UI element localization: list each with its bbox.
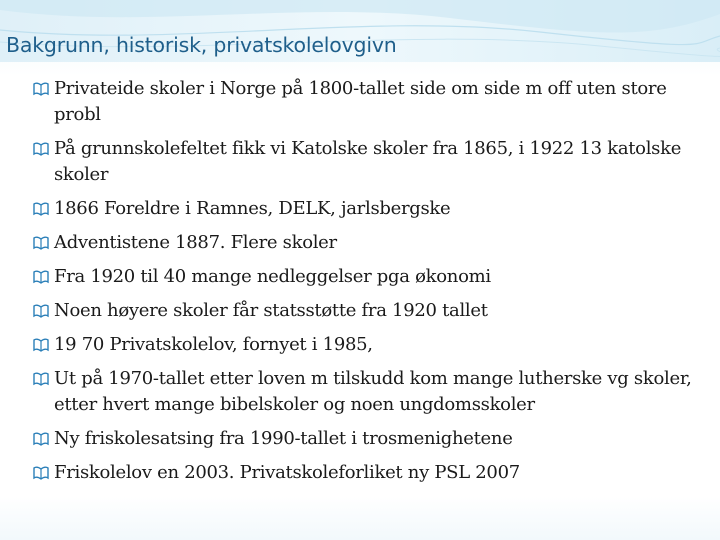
list-item bbox=[32, 426, 712, 452]
list-item-text: Friskolelov en 2003. Privatskoleforliket ny PSL 2007 bbox=[54, 462, 520, 483]
list-item bbox=[32, 230, 712, 256]
list-item bbox=[32, 366, 712, 418]
list-item-text: 19 70 Privatskolelov, fornyet i 1985, bbox=[54, 334, 373, 355]
list-item bbox=[32, 298, 712, 324]
book-icon bbox=[32, 235, 50, 251]
book-icon bbox=[32, 81, 50, 97]
list-item-text: Adventistene 1887. Flere skoler bbox=[54, 232, 337, 253]
book-icon bbox=[32, 371, 50, 387]
list-item-text: Ny friskolesatsing fra 1990-tallet i trosmenighetene bbox=[54, 428, 513, 449]
book-icon bbox=[32, 431, 50, 447]
book-icon bbox=[32, 465, 50, 481]
book-icon bbox=[32, 337, 50, 353]
list-item-text: Ut på 1970-tallet etter loven m tilskudd kom mange lutherske vg skoler, etter hvert mange bibelskoler og noen ungdomsskoler bbox=[54, 368, 692, 415]
list-item-text: 1866 Foreldre i Ramnes, DELK, jarlsbergske bbox=[54, 198, 451, 219]
list-item bbox=[32, 460, 712, 486]
list-item bbox=[32, 196, 712, 222]
list-item bbox=[32, 76, 712, 128]
list-item-text: Fra 1920 til 40 mange nedleggelser pga økonomi bbox=[54, 266, 491, 287]
list-item-text: Privateide skoler i Norge på 1800-tallet side om side m off uten store probl bbox=[54, 78, 667, 125]
book-icon bbox=[32, 201, 50, 217]
book-icon bbox=[32, 303, 50, 319]
list-item-text: På grunnskolefeltet fikk vi Katolske skoler fra 1865, i 1922 13 katolske skoler bbox=[54, 138, 682, 185]
bullet-list bbox=[32, 76, 712, 494]
book-icon bbox=[32, 269, 50, 285]
list-item-text: Noen høyere skoler får statsstøtte fra 1920 tallet bbox=[54, 300, 488, 321]
slide-title: Bakgrunn, historisk, privatskolelovgivn bbox=[6, 33, 397, 57]
list-item bbox=[32, 136, 712, 188]
list-item bbox=[32, 264, 712, 290]
list-item bbox=[32, 332, 712, 358]
book-icon bbox=[32, 141, 50, 157]
